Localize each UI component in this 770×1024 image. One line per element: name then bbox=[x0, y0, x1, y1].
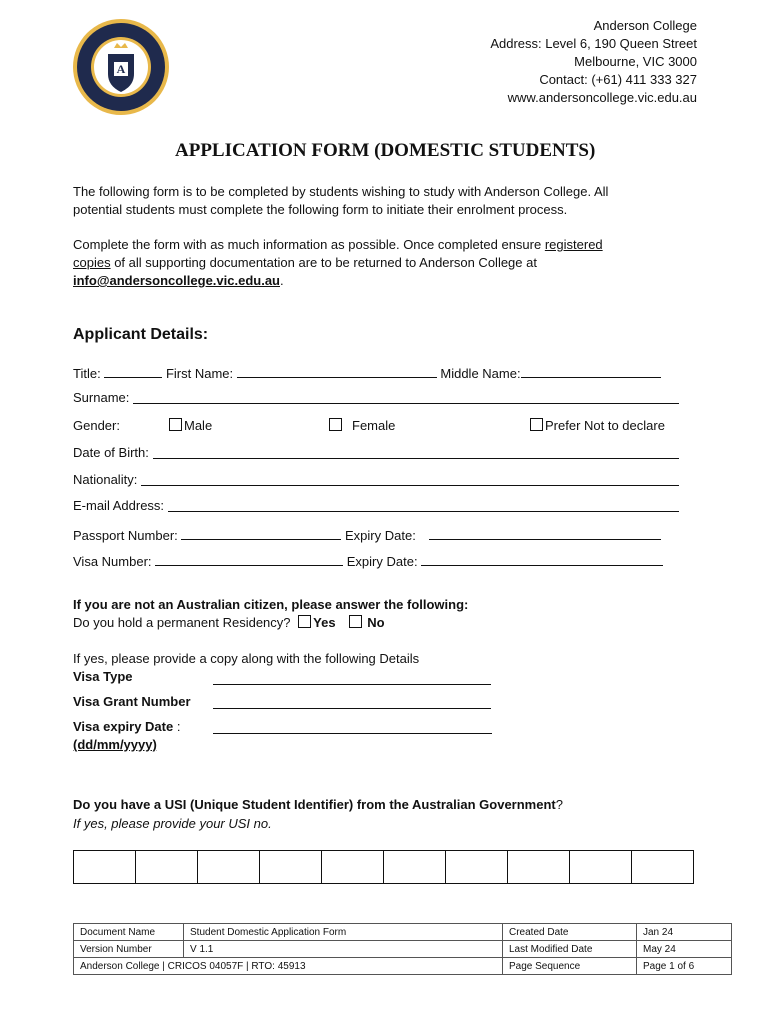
male-checkbox[interactable] bbox=[169, 418, 182, 431]
passport-row bbox=[73, 526, 679, 543]
title-label: Title: bbox=[73, 366, 101, 381]
footer-cell: Page 1 of 6 bbox=[637, 958, 732, 975]
passport-expiry-field[interactable] bbox=[429, 526, 661, 540]
intro-paragraph-1 bbox=[73, 183, 713, 219]
visa-type-label: Visa Type bbox=[73, 669, 133, 684]
footer-row bbox=[74, 958, 732, 975]
prefer-not-label: Prefer Not to declare bbox=[545, 418, 665, 433]
visa-expiry-field[interactable] bbox=[421, 552, 663, 566]
usi-question bbox=[73, 797, 563, 812]
email-row bbox=[73, 498, 679, 513]
visa-grant-label: Visa Grant Number bbox=[73, 694, 191, 709]
nationality-label: Nationality: bbox=[73, 472, 138, 487]
residency-question-row bbox=[73, 615, 385, 630]
registered-text: registered bbox=[544, 237, 603, 252]
usi-box[interactable] bbox=[74, 851, 136, 884]
footer-cell: Created Date bbox=[503, 924, 637, 941]
usi-box[interactable] bbox=[260, 851, 322, 884]
college-name: Anderson College bbox=[593, 18, 697, 33]
gender-prefer-not-option[interactable] bbox=[530, 418, 665, 433]
footer-cell: Document Name bbox=[74, 924, 184, 941]
intro-text: Complete the form with as much information as possible. Once completed ensure bbox=[73, 237, 545, 252]
passport-expiry-label: Expiry Date: bbox=[345, 528, 416, 543]
usi-instruction: If yes, please provide your USI no. bbox=[73, 816, 272, 831]
date-format-hint: (dd/mm/yyyy) bbox=[73, 737, 157, 752]
passport-label: Passport Number: bbox=[73, 528, 178, 543]
residency-yes-label: Yes bbox=[313, 615, 336, 630]
dob-row bbox=[73, 445, 679, 460]
nationality-row bbox=[73, 472, 679, 487]
nationality-field[interactable] bbox=[141, 472, 679, 486]
female-checkbox[interactable] bbox=[329, 418, 342, 431]
residency-heading: If you are not an Australian citizen, please answer the following: bbox=[73, 597, 469, 612]
intro-line-1: The following form is to be completed by students wishing to study with Anderson College. All bbox=[73, 184, 609, 199]
visa-expiry-date-field[interactable] bbox=[213, 733, 492, 734]
usi-box[interactable] bbox=[570, 851, 632, 884]
male-label: Male bbox=[184, 418, 213, 433]
visa-label: Visa Number: bbox=[73, 554, 152, 569]
email-field[interactable] bbox=[168, 498, 679, 512]
question-mark: ? bbox=[555, 797, 563, 812]
period: . bbox=[280, 273, 284, 288]
footer-cell: Page Sequence bbox=[503, 958, 637, 975]
usi-box[interactable] bbox=[384, 851, 446, 884]
usi-box[interactable] bbox=[508, 851, 570, 884]
title-field[interactable] bbox=[104, 364, 162, 378]
copies-text: copies bbox=[73, 255, 111, 270]
college-logo bbox=[72, 18, 170, 116]
colon: : bbox=[173, 719, 181, 734]
prefer-not-checkbox[interactable] bbox=[530, 418, 543, 431]
applicant-details-heading: Applicant Details: bbox=[73, 326, 209, 343]
form-title: APPLICATION FORM (DOMESTIC STUDENTS) bbox=[175, 140, 596, 161]
gender-female-option[interactable] bbox=[329, 418, 395, 433]
email-label: E-mail Address: bbox=[73, 498, 165, 513]
usi-box[interactable] bbox=[446, 851, 508, 884]
visa-expiry-label: Expiry Date: bbox=[346, 554, 418, 569]
visa-field[interactable] bbox=[155, 552, 343, 566]
intro-text: of all supporting documentation are to be returned to Anderson College at bbox=[110, 255, 537, 270]
footer-cell: Last Modified Date bbox=[503, 941, 637, 958]
passport-field[interactable] bbox=[181, 526, 341, 540]
footer-row bbox=[74, 924, 732, 941]
dob-field[interactable] bbox=[153, 445, 679, 459]
footer-cell: Version Number bbox=[74, 941, 184, 958]
gender-label: Gender: bbox=[73, 418, 120, 433]
gender-male-option[interactable] bbox=[169, 418, 212, 433]
dob-label: Date of Birth: bbox=[73, 445, 149, 460]
document-footer-table bbox=[73, 923, 732, 975]
surname-label: Surname: bbox=[73, 390, 130, 405]
intro-line-2: potential students must complete the following form to initiate their enrolment process. bbox=[73, 202, 568, 217]
visa-row bbox=[73, 552, 679, 569]
name-row bbox=[73, 364, 679, 381]
first-name-label: First Name: bbox=[165, 366, 234, 381]
gender-row bbox=[73, 418, 679, 433]
footer-cell: Jan 24 bbox=[637, 924, 732, 941]
middle-name-label: Middle Name: bbox=[440, 366, 521, 381]
intro-paragraph-2 bbox=[73, 236, 713, 290]
footer-cell: Student Domestic Application Form bbox=[184, 924, 503, 941]
college-address-block bbox=[490, 17, 697, 107]
visa-expiry-label-row bbox=[73, 719, 180, 734]
footer-cell: May 24 bbox=[637, 941, 732, 958]
footer-cell: Anderson College | CRICOS 04057F | RTO: 45913 bbox=[74, 958, 503, 975]
usi-box[interactable] bbox=[136, 851, 198, 884]
residency-no-checkbox[interactable] bbox=[349, 615, 362, 628]
logo-letter: A bbox=[116, 62, 126, 76]
footer-row bbox=[74, 941, 732, 958]
college-address: Address: Level 6, 190 Queen Street bbox=[490, 36, 697, 51]
surname-row bbox=[73, 390, 679, 405]
visa-grant-field[interactable] bbox=[213, 708, 491, 709]
middle-name-field[interactable] bbox=[521, 364, 661, 378]
if-yes-text: If yes, please provide a copy along with the following Details bbox=[73, 651, 420, 666]
email-link[interactable]: info@andersoncollege.vic.edu.au bbox=[73, 273, 280, 288]
visa-type-field[interactable] bbox=[213, 684, 491, 685]
usi-box[interactable] bbox=[198, 851, 260, 884]
visa-expiry-date-label: Visa expiry Date bbox=[73, 719, 174, 734]
female-label: Female bbox=[352, 418, 396, 433]
residency-question: Do you hold a permanent Residency? bbox=[73, 615, 291, 630]
usi-box[interactable] bbox=[632, 851, 694, 884]
usi-box[interactable] bbox=[322, 851, 384, 884]
first-name-field[interactable] bbox=[237, 364, 437, 378]
college-website: www.andersoncollege.vic.edu.au bbox=[507, 90, 697, 105]
usi-boxes bbox=[73, 850, 694, 884]
college-contact: Contact: (+61) 411 333 327 bbox=[539, 72, 697, 87]
residency-no-label: No bbox=[367, 615, 385, 630]
footer-cell: V 1.1 bbox=[184, 941, 503, 958]
residency-yes-checkbox[interactable] bbox=[298, 615, 311, 628]
usi-question-text: Do you have a USI (Unique Student Identifier) from the Australian Government bbox=[73, 797, 556, 812]
surname-field[interactable] bbox=[133, 390, 679, 404]
college-city: Melbourne, VIC 3000 bbox=[574, 54, 697, 69]
